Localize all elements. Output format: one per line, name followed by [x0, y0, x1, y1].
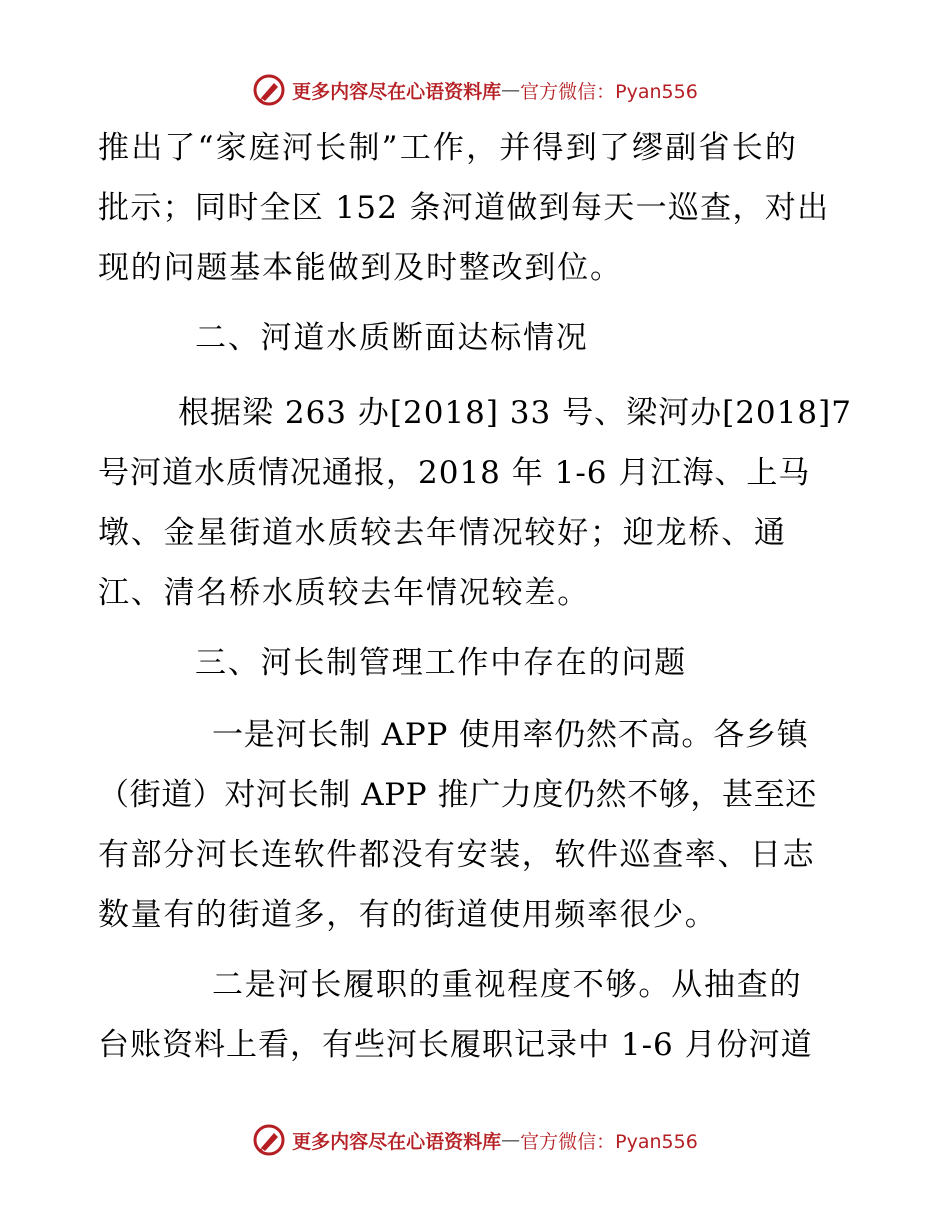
- banner-dash: —: [501, 79, 521, 101]
- text-line: 根据梁 263 办[2018] 33 号、梁河办[2018]7: [178, 395, 852, 431]
- text-line: 批示；同时全区 152 条河道做到每天一巡查，对出: [98, 190, 830, 226]
- pen-logo-icon: [252, 1123, 286, 1157]
- pen-logo-icon: [252, 73, 286, 107]
- banner-contact-text: 官方微信：Pyan556: [520, 80, 698, 103]
- text-line: 台账资料上看，有些河长履职记录中 1-6 月份河道: [98, 1027, 813, 1063]
- text-line: 现的问题基本能做到及时整改到位。: [98, 250, 623, 286]
- section-heading: 二、河道水质断面达标情况: [195, 320, 589, 356]
- text-line: 有部分河长连软件都没有安装，软件巡查率、日志: [98, 837, 816, 873]
- text-line: 推出了“家庭河长制”工作，并得到了缪副省长的: [98, 130, 799, 166]
- banner-main-text: 更多内容尽在心语资料库: [292, 1130, 502, 1153]
- text-line: 二是河长履职的重视程度不够。从抽查的: [212, 967, 803, 1003]
- text-line: 江、清名桥水质较去年情况较差。: [98, 575, 590, 611]
- watermark-banner-top: [0, 70, 950, 110]
- banner-dash: —: [501, 1129, 521, 1151]
- section-heading: 三、河长制管理工作中存在的问题: [195, 645, 687, 681]
- banner-main-text: 更多内容尽在心语资料库: [292, 80, 502, 103]
- text-line: 一是河长制 APP 使用率仍然不高。各乡镇: [212, 717, 809, 753]
- text-line: 号河道水质情况通报，2018 年 1-6 月江海、上马: [98, 455, 811, 491]
- text-line: 墩、金星街道水质较去年情况较好；迎龙桥、通: [98, 515, 787, 551]
- text-line: 数量有的街道多，有的街道使用频率很少。: [98, 897, 718, 933]
- watermark-banner-bottom: [0, 1120, 950, 1160]
- text-line: （街道）对河长制 APP 推广力度仍然不够，甚至还: [98, 777, 817, 813]
- banner-contact-text: 官方微信：Pyan556: [520, 1130, 698, 1153]
